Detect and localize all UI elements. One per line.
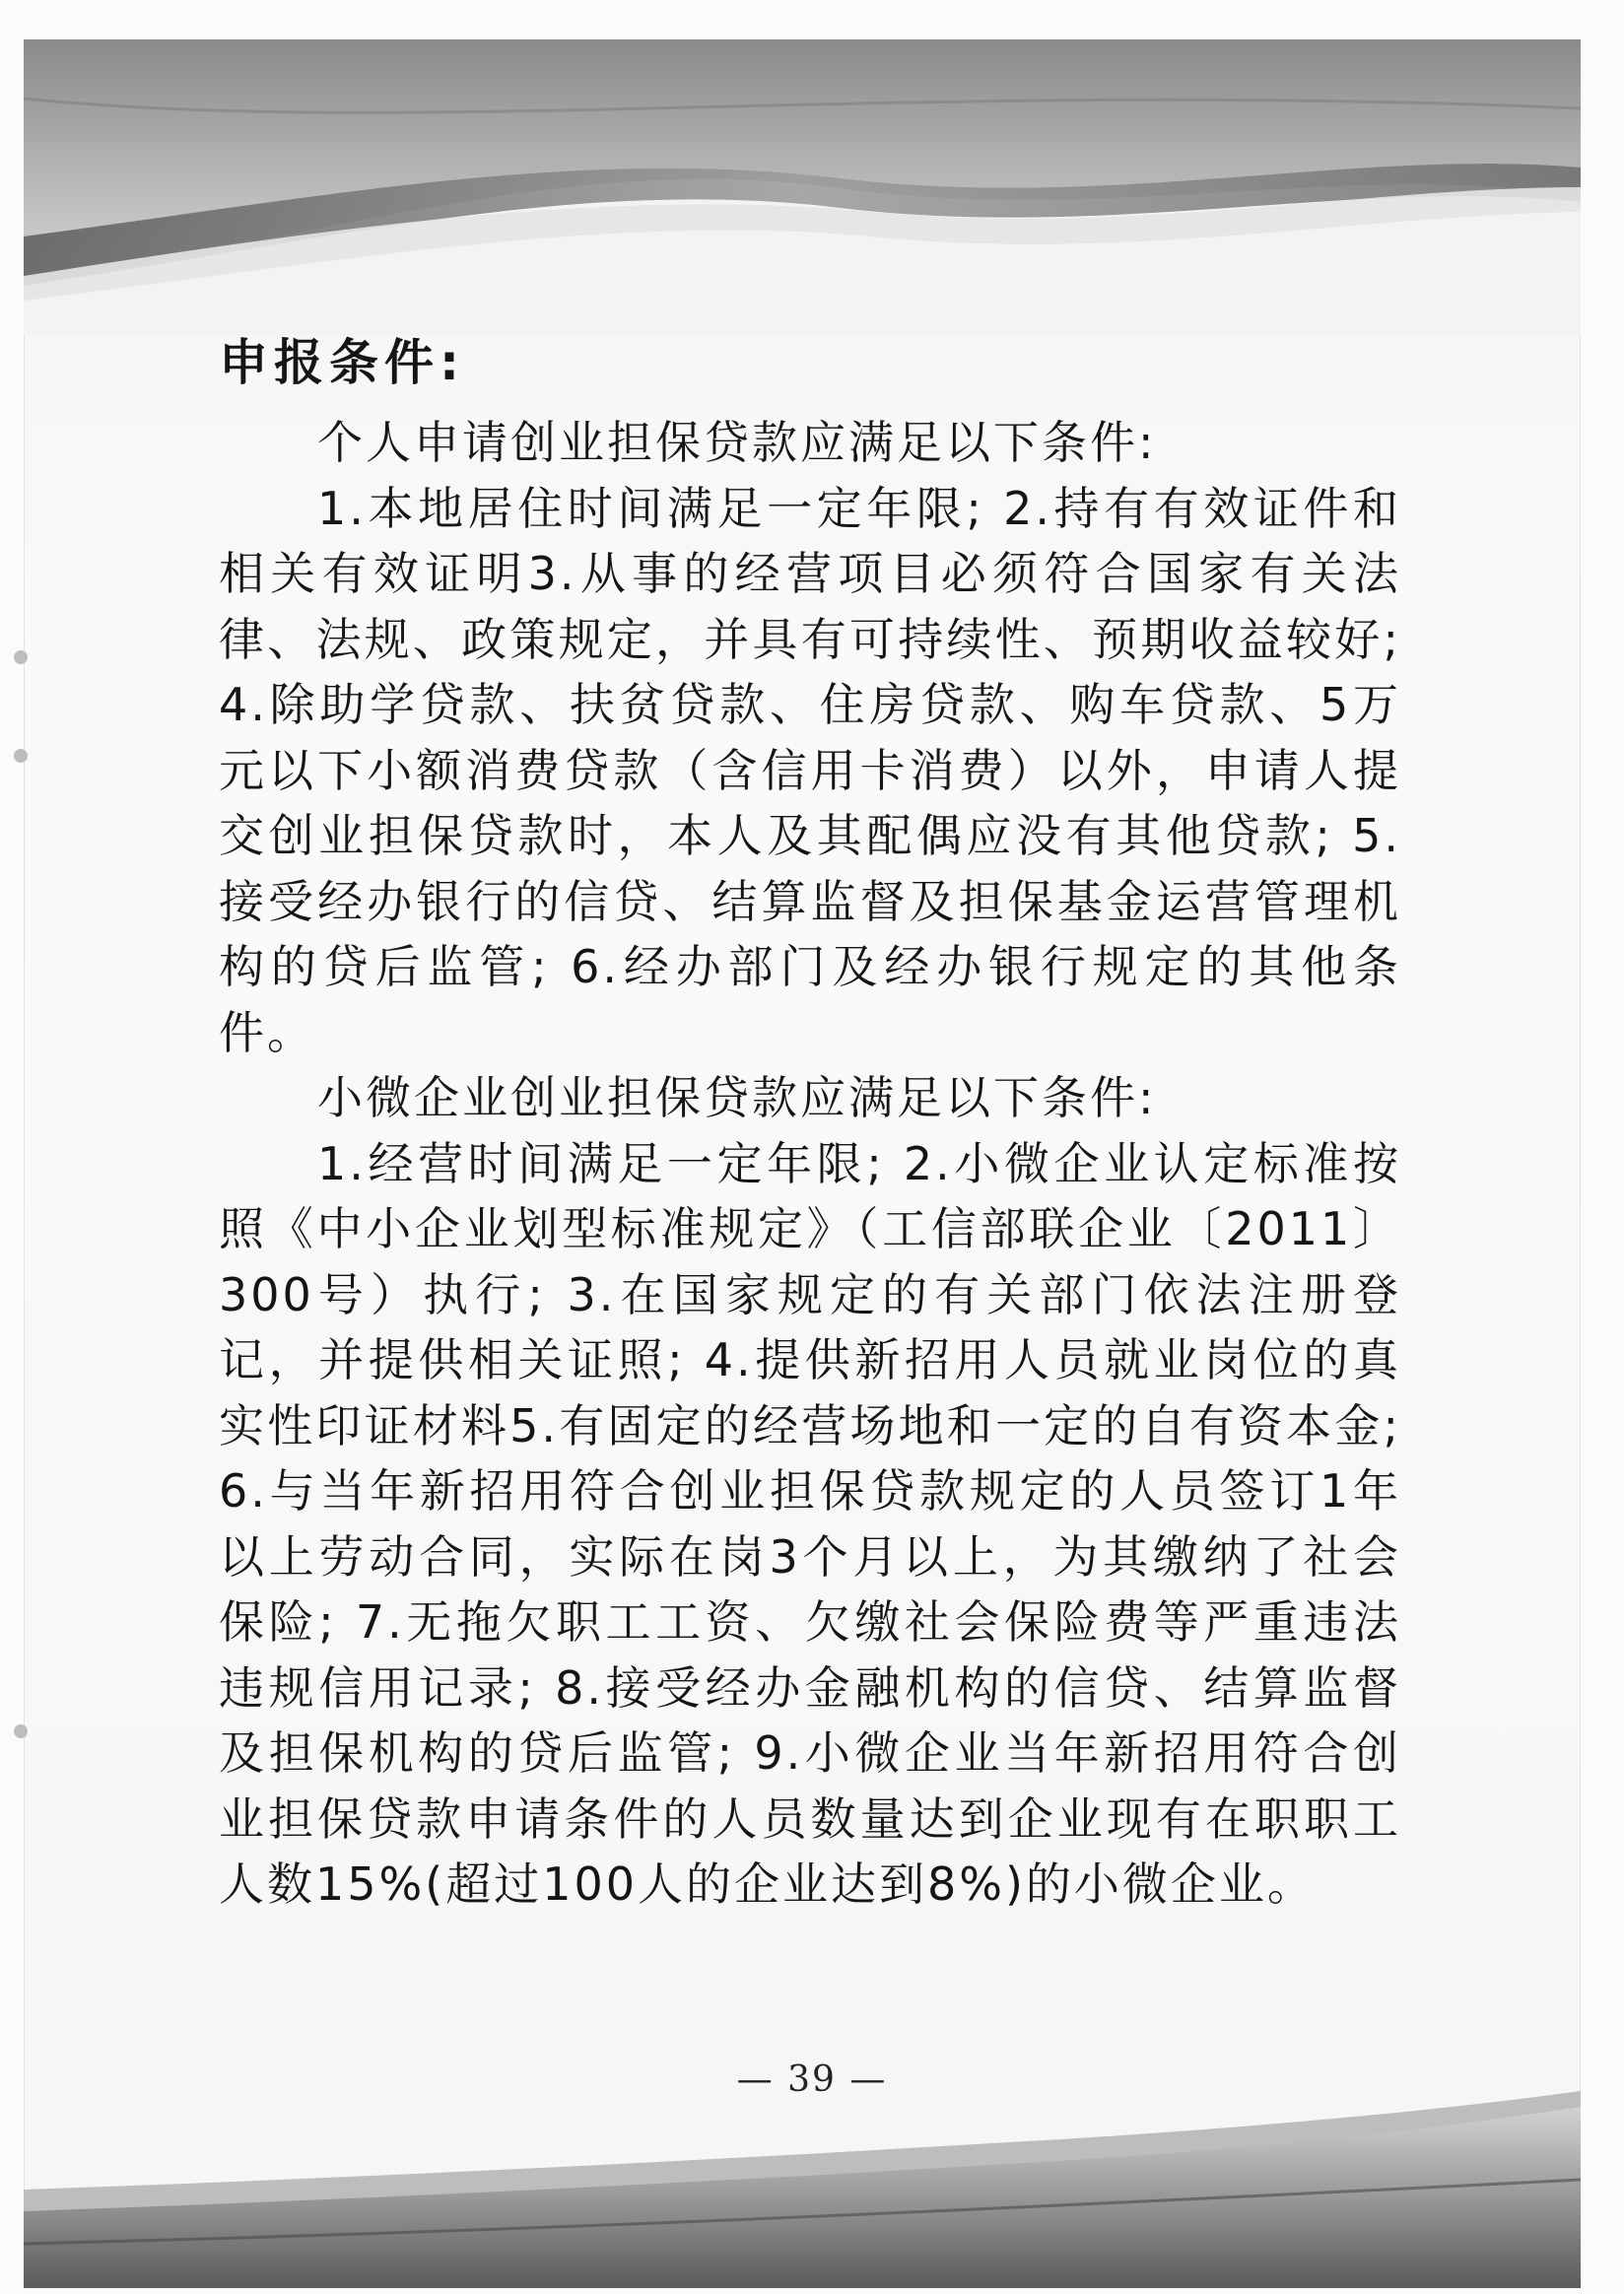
paragraph-individual-conditions: 1.本地居住时间满足一定年限; 2.持有有效证件和相关有效证明3.从事的经营项目必须符合国家有关法律、法规、政策规定，并具有可持续性、预期收益较好; 4.除助学贷款、扶贫贷款、住房贷款、购车贷款、5万元以下小额消费贷款（含信用卡消费）以外，申请人提交创业担保贷款时，本人及其配偶应没有其他贷款; 5.接受经办银行的信贷、结算监督及担保基金运营管理机构的贷后监管; 6.经办部门及经办银行规定的其他条件。 [219,481,1401,1059]
section-heading: 申报条件: [219,334,465,391]
scan-mark [14,749,28,763]
paragraph-individual-intro: 个人申请创业担保贷款应满足以下条件: [317,416,1157,469]
document-body [219,325,1401,1918]
top-wave-banner [24,39,1581,335]
paragraph-enterprise-intro: 小微企业创业担保贷款应满足以下条件: [317,1071,1157,1124]
scan-mark [14,1724,28,1738]
scan-mark [14,650,28,664]
paragraph-enterprise-conditions: 1.经营时间满足一定年限; 2.小微企业认定标准按照《中小企业划型标准规定》（工信部联企业〔2011〕300号）执行; 3.在国家规定的有关部门依法注册登记，并提供相关证照; 4.提供新招用人员就业岗位的真实性印证材料5.有固定的经营场地和一定的自有资本金; 6.与当年新招用符合创业担保贷款规定的人员签订1年以上劳动合同，实际在岗3个月以上，为其缴纳了社会保险; 7.无拖欠职工工资、欠缴社会保险费等严重违法违规信用记录; 8.接受经办金融机构的信贷、结算监督及担保机构的贷后监管; 9.小微企业当年新招用符合创业担保贷款申请条件的人员数量达到企业现有在职职工人数15%(超过100人的企业达到8%)的小微企业。 [219,1136,1401,1911]
page-number: — 39 — [736,2059,888,2100]
